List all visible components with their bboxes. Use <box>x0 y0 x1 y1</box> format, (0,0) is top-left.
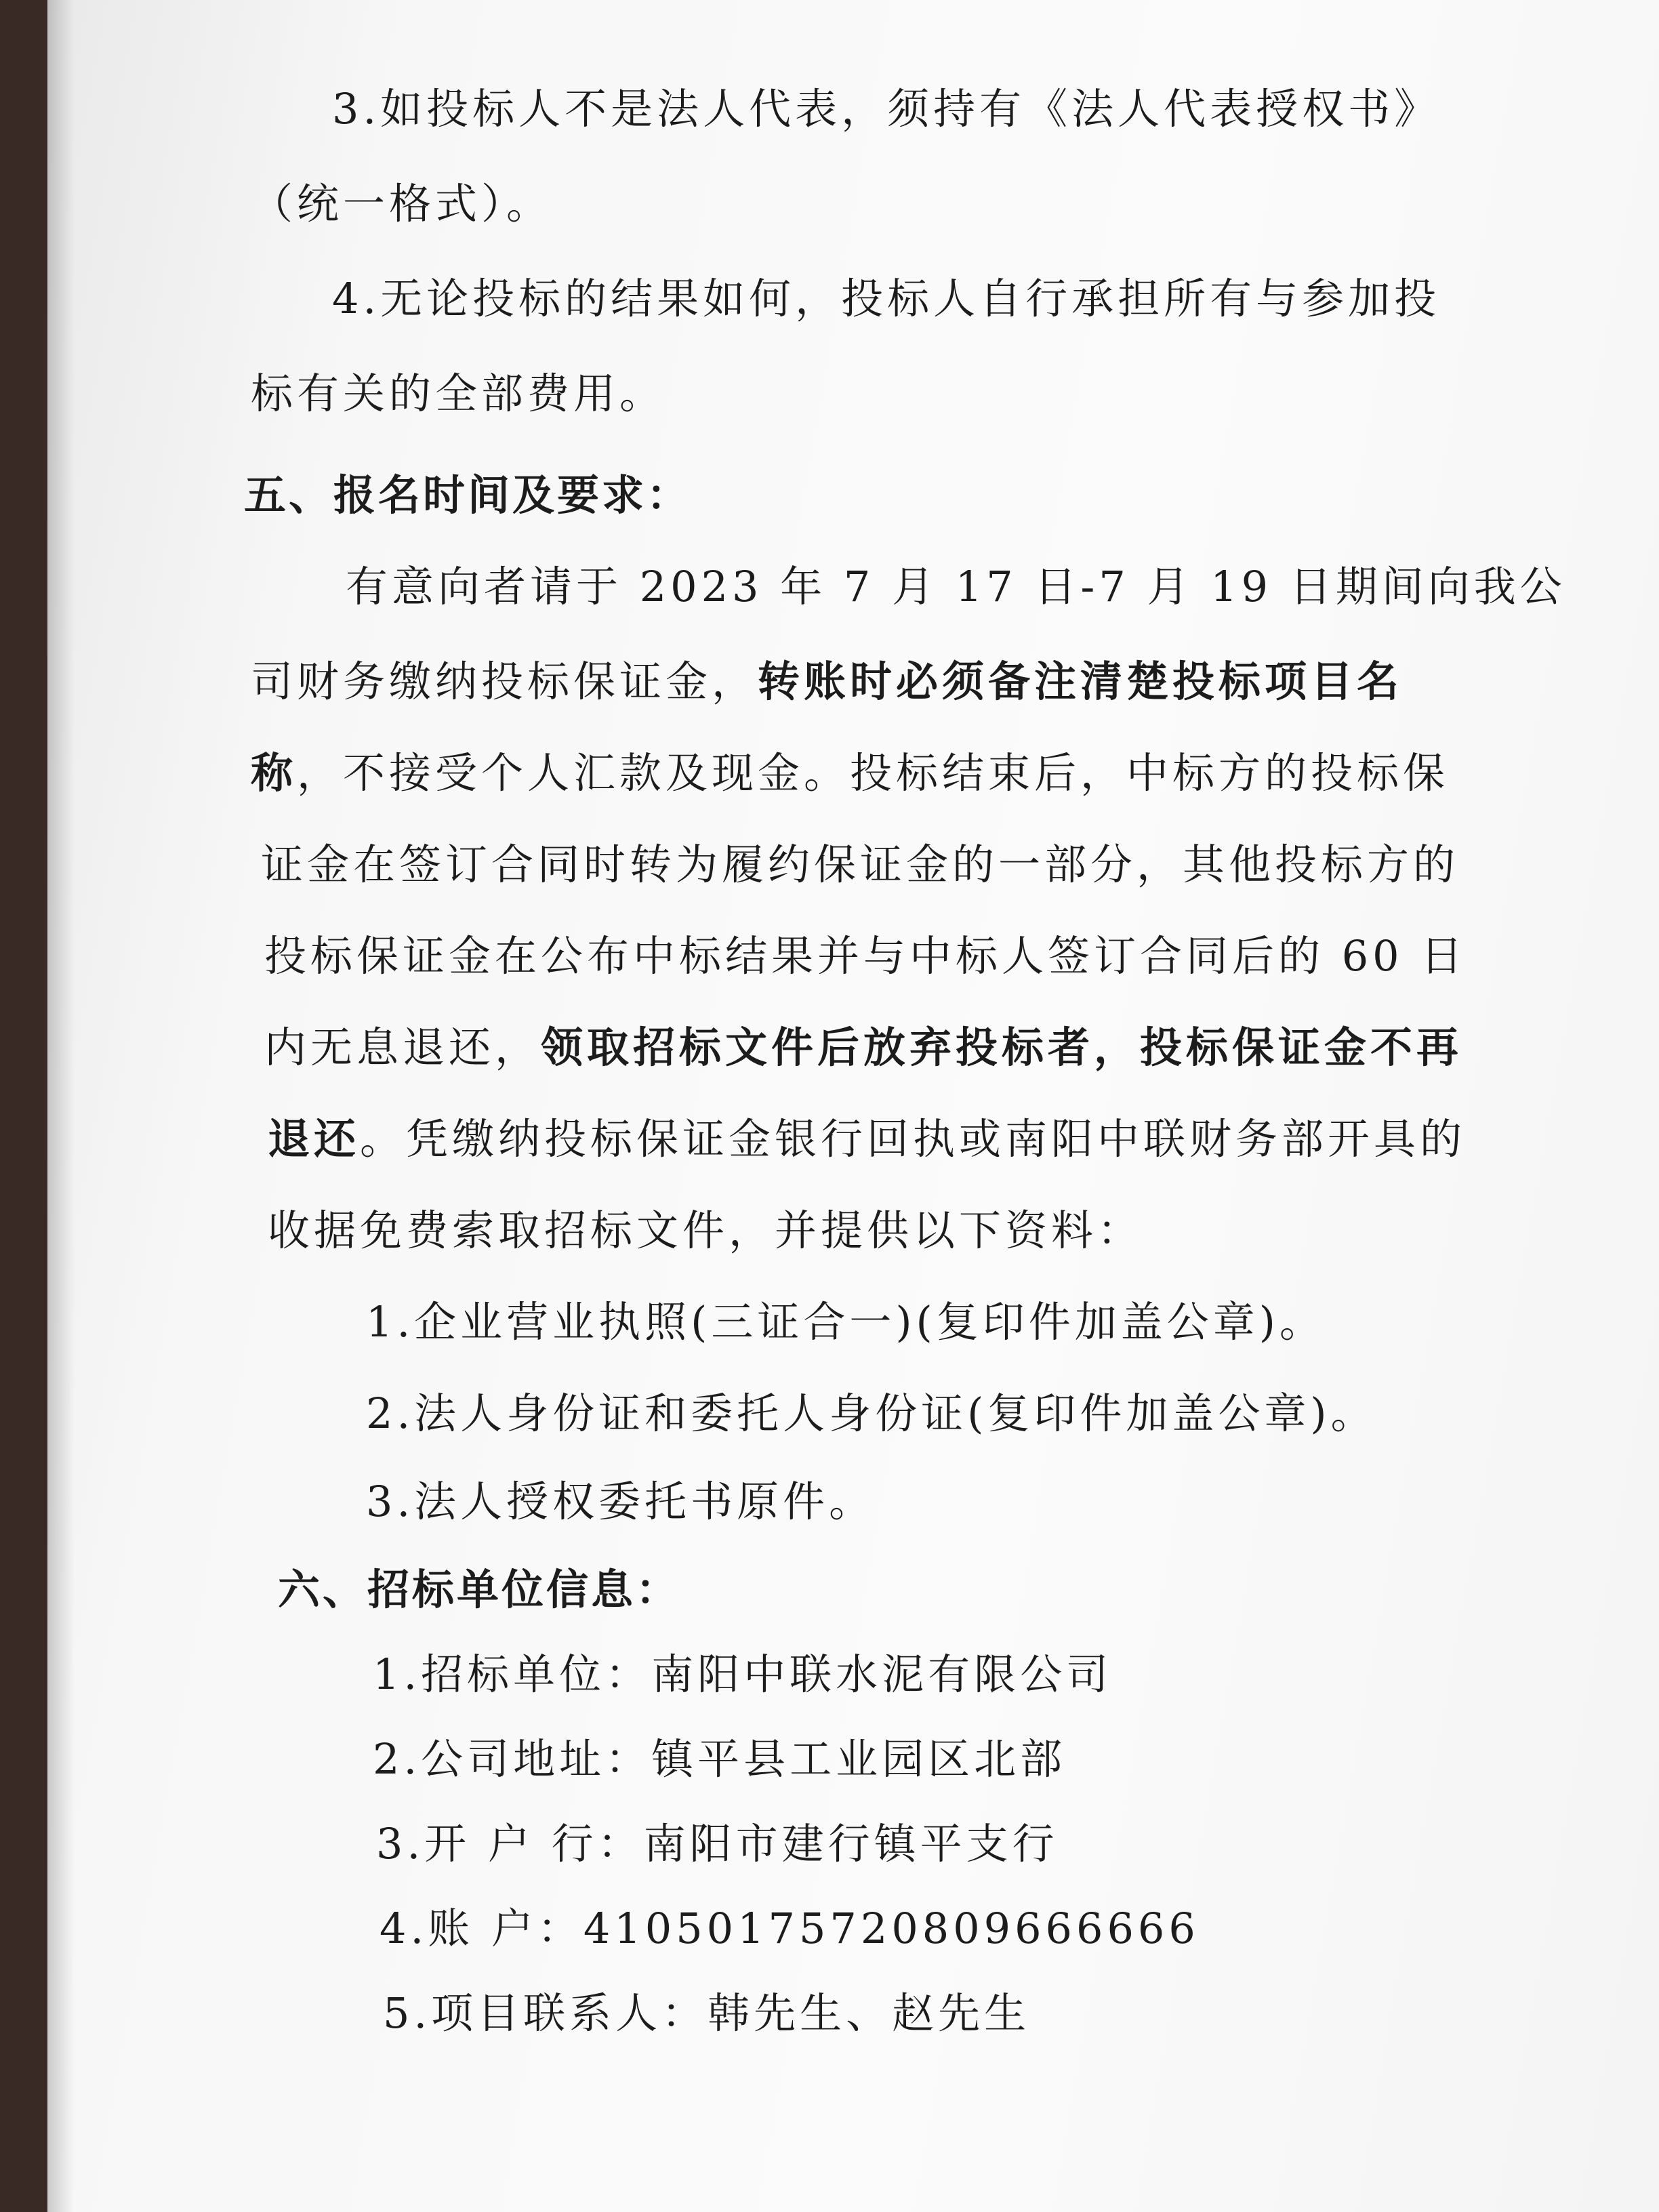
section-5-heading: 五、报名时间及要求： <box>244 470 692 520</box>
document-page <box>47 0 1659 2212</box>
section-5-para-line-5: 投标保证金在公布中标结果并与中标人签订合同后的 60 日 <box>264 931 1467 981</box>
item-3-line-2: （统一格式）。 <box>251 179 553 228</box>
para-line-2-bold: 转账时必须备注清楚投标项目名 <box>758 657 1404 706</box>
section-6-heading: 六、招标单位信息： <box>278 1565 681 1614</box>
item-4-line-1: 4.无论投标的结果如何，投标人自行承担所有与参加投 <box>332 274 1441 323</box>
item-4-line-2: 标有关的全部费用。 <box>251 369 666 418</box>
account-number: 4.账 户：41050175720809666666 <box>380 1904 1200 1953</box>
para-line-7-bold: 退还 <box>268 1114 361 1164</box>
requirement-3: 3.法人授权委托书原件。 <box>366 1477 876 1526</box>
page-edge-shadow <box>47 0 75 2212</box>
tenderer-name: 1.招标单位：南阳中联水泥有限公司 <box>373 1650 1113 1699</box>
para-line-6-normal: 内无息退还， <box>264 1023 541 1072</box>
section-5-para-line-8: 收据免费索取招标文件，并提供以下资料： <box>268 1206 1144 1255</box>
requirement-2: 2.法人身份证和委托人身份证(复印件加盖公章)。 <box>366 1389 1377 1438</box>
section-5-para-line-1: 有意向者请于 2023 年 7 月 17 日-7 月 19 日期间向我公 <box>346 562 1566 611</box>
para-line-3-normal: ，不接受个人汇款及现金。投标结束后，中标方的投标保 <box>297 748 1450 798</box>
project-contacts: 5.项目联系人：韩先生、赵先生 <box>383 1988 1031 2038</box>
para-line-3-bold: 称 <box>251 748 298 798</box>
requirement-1: 1.企业营业执照(三证合一)(复印件加盖公章)。 <box>366 1297 1326 1347</box>
section-5-para-line-2 <box>251 657 1404 706</box>
section-5-para-line-7 <box>268 1114 1467 1164</box>
bank-name: 3.开 户 行：南阳市建行镇平支行 <box>376 1819 1059 1868</box>
para-line-7-normal: 。凭缴纳投标保证金银行回执或南阳中联财务部开具的 <box>360 1114 1467 1164</box>
section-5-para-line-6 <box>264 1023 1463 1072</box>
section-5-para-line-4: 证金在签订合同时转为履约保证金的一部分，其他投标方的 <box>261 840 1460 889</box>
para-line-6-bold: 领取招标文件后放弃投标者，投标保证金不再 <box>541 1023 1463 1072</box>
item-3-line-1: 3.如投标人不是法人代表，须持有《法人代表授权书》 <box>332 84 1441 134</box>
company-address: 2.公司地址：镇平县工业园区北部 <box>373 1734 1067 1784</box>
para-line-2-normal: 司财务缴纳投标保证金， <box>251 657 758 706</box>
section-5-para-line-3 <box>251 748 1450 798</box>
